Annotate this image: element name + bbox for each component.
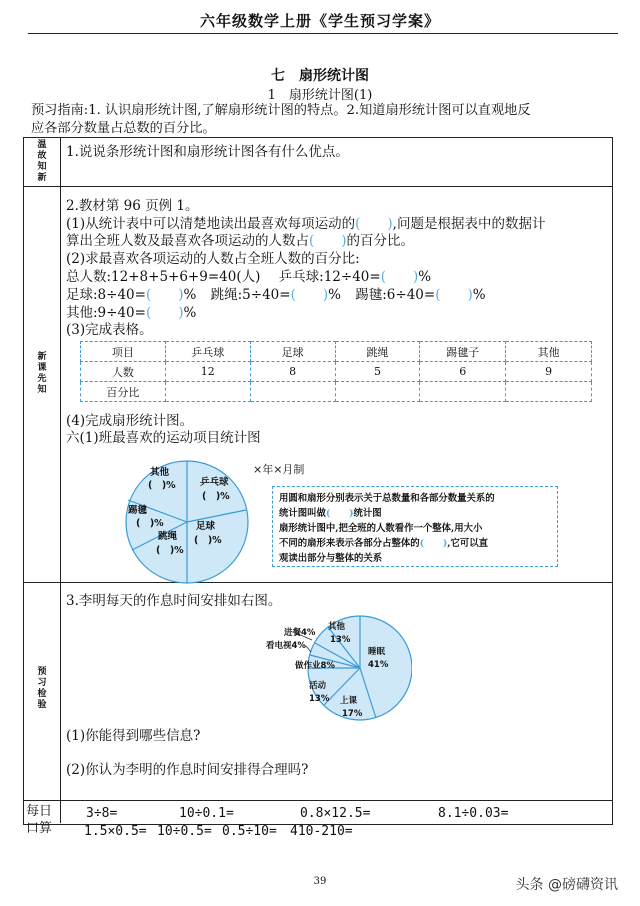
pie-chart-title: 六(1)班最喜欢的运动项目统计图: [66, 430, 261, 446]
pie-label-value: ( )%: [136, 518, 164, 529]
table-cell: 5: [335, 362, 420, 382]
pie-label-value: 17%: [342, 709, 363, 719]
sub-3: (3)完成表格。: [66, 322, 153, 338]
pie-label-name: 跳绳: [158, 531, 178, 542]
document-header-title: 六年级数学上册《学生预习学案》: [199, 12, 440, 30]
calc-item: 3÷8=: [86, 806, 118, 821]
table-cell: 9: [506, 362, 592, 382]
sub-1-line-2: 算出全班人数及最喜欢各项运动的人数占( )的百分比。: [66, 233, 415, 249]
leader-line: [306, 646, 311, 652]
definition-note-box: 用圆和扇形分别表示关于总数量和各部分数量关系的 统计图叫做( )统计图 扇形统计图中,把全班的人数看作一个整体,用大小 不同的扇形来表示各部分占整体的( ),它可以直 观读出部分与整体的关系: [272, 486, 558, 567]
question-3-1: (1)你能得到哪些信息?: [66, 728, 201, 744]
table-cell: 人数: [81, 362, 166, 382]
pie-label-name: 上课: [340, 696, 358, 706]
pie-label-name: 睡眠: [368, 647, 386, 657]
table-cell: 足球: [250, 342, 335, 362]
guide-line-2: 应各部分数量占总数的百分比。: [31, 121, 216, 136]
section-title: 1 扇形统计图(1): [267, 88, 373, 103]
question-3-2: (2)你认为李明的作息时间安排得合理吗?: [66, 762, 309, 778]
question-2: 2.教材第 96 页例 1。: [66, 198, 199, 214]
pie-label-value: ( )%: [148, 480, 176, 491]
sub-2: (2)求最喜欢各项运动的人数占全班人数的百分比:: [66, 251, 360, 267]
sports-stat-table: [80, 341, 592, 402]
table-input-cell[interactable]: [506, 382, 592, 402]
pie-label-name: 进餐4%: [284, 628, 316, 638]
answer-blank[interactable]: ( ): [380, 269, 419, 285]
sub-1-line-1: (1)从统计表中可以清楚地读出最喜欢每项运动的( ),问题是根据表中的数据计: [66, 216, 546, 232]
table-cell: 跳绳: [335, 342, 420, 362]
table-cell: 12: [165, 362, 250, 382]
chapter-title: 七 扇形统计图: [271, 68, 369, 84]
table-header-row: [81, 342, 592, 362]
preview-guide: [31, 102, 611, 138]
pie-chart-date: ×年×月制: [253, 463, 305, 476]
pie-label-value: ( )%: [194, 535, 222, 546]
pie-label-value: ( )%: [156, 545, 184, 556]
answer-blank[interactable]: ( ): [435, 287, 473, 303]
table-row: [81, 382, 592, 402]
question-3: 3.李明每天的作息时间安排如右图。: [66, 593, 282, 609]
guide-line-1: 预习指南:1. 认识扇形统计图,了解扇形统计图的特点。2.知道扇形统计图可以直观地反: [31, 103, 531, 118]
pie-label-value: 13%: [309, 694, 330, 704]
pie-label-name: 看电视4%: [266, 641, 306, 651]
row-label-new-lesson: 新 课 先 知: [37, 352, 47, 395]
pie-label-name: 其他: [150, 467, 170, 478]
sub-2-line-2: 足球:8÷40=( )% 跳绳:5÷40=( )% 踢毽:6÷40=( )%: [66, 287, 486, 303]
table-cell: 其他: [506, 342, 592, 362]
answer-blank[interactable]: ( ): [309, 233, 347, 249]
sub-4: (4)完成扇形统计图。: [66, 413, 194, 429]
calc-item: 410-210=: [290, 824, 353, 839]
table-cell: 踢毽子: [420, 342, 506, 362]
table-cell: 乒乓球: [165, 342, 250, 362]
calc-item: 10÷0.5=: [157, 824, 212, 839]
answer-blank[interactable]: ( ): [325, 508, 354, 519]
table-input-cell[interactable]: [250, 382, 335, 402]
row-label-check: 预 习 检 验: [37, 667, 47, 710]
header-rule: [28, 33, 618, 34]
schedule-pie-chart: [262, 606, 412, 724]
pie-label-name: 做作业8%: [295, 661, 335, 671]
page-number: 39: [313, 876, 327, 887]
row-divider-3: [23, 800, 612, 801]
pie-label-name: 乒乓球: [200, 477, 229, 488]
row-label-review: 温 故 知 新: [37, 140, 47, 183]
calc-item: 0.5÷10=: [222, 824, 277, 839]
answer-blank[interactable]: ( ): [145, 287, 184, 303]
review-question: 1.说说条形统计图和扇形统计图各有什么优点。: [66, 144, 349, 160]
row-divider-2: [23, 582, 612, 583]
pie-label-name: 踢毽: [128, 505, 148, 516]
table-input-cell[interactable]: [165, 382, 250, 402]
answer-blank[interactable]: ( ): [419, 538, 448, 549]
sub-2-line-1: 总人数:12+8+5+6+9=40(人) 乒乓球:12÷40=( )%: [66, 269, 432, 285]
table-row: [81, 362, 592, 382]
pie-label-value: ( )%: [202, 491, 230, 502]
calc-item: 10÷0.1=: [179, 806, 234, 821]
table-cell: 项目: [81, 342, 166, 362]
sports-pie-chart: [120, 455, 254, 589]
pie-label-name: 活动: [309, 681, 327, 691]
answer-blank[interactable]: ( ): [145, 305, 184, 321]
row-label-daily: 每日 口算: [26, 804, 53, 836]
calc-item: 1.5×0.5=: [84, 824, 147, 839]
label-column-divider: [60, 137, 61, 823]
answer-blank[interactable]: ( ): [355, 216, 393, 232]
calc-item: 8.1÷0.03=: [438, 806, 509, 821]
pie-label-value: 13%: [330, 635, 351, 645]
table-input-cell[interactable]: [420, 382, 506, 402]
table-cell: 百分比: [81, 382, 166, 402]
watermark: 头条 @磅礴资讯: [515, 877, 618, 893]
calc-item: 0.8×12.5=: [300, 806, 371, 821]
table-cell: 6: [420, 362, 506, 382]
answer-blank[interactable]: ( ): [290, 287, 329, 303]
pie-label-name: 足球: [196, 521, 216, 532]
row-divider-1: [23, 186, 612, 187]
sub-2-line-3: 其他:9÷40=( )%: [66, 305, 197, 321]
pie-label-name: 其他: [328, 622, 346, 632]
pie-label-value: 41%: [368, 660, 389, 670]
table-input-cell[interactable]: [335, 382, 420, 402]
table-cell: 8: [250, 362, 335, 382]
